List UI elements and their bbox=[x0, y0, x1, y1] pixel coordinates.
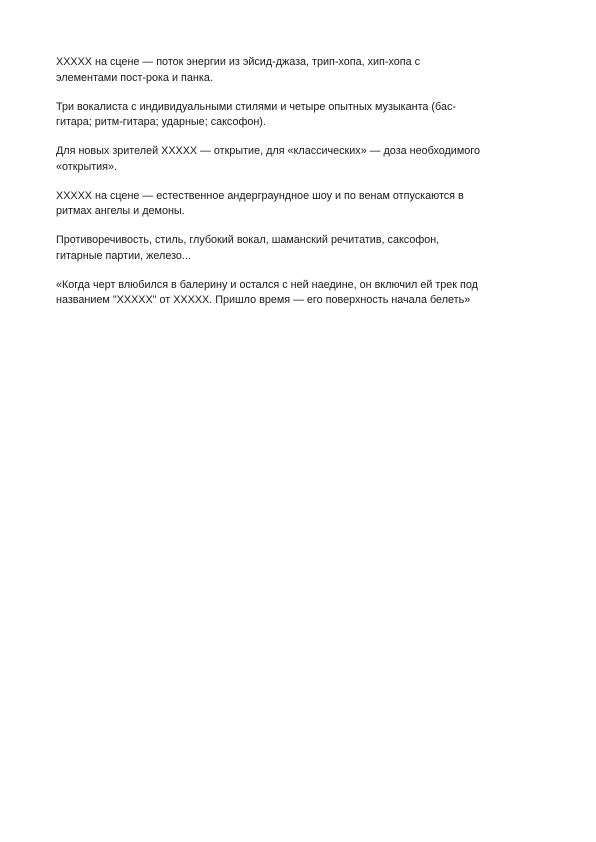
paragraph-lineup: Три вокалиста с индивидуальными стилями и четыре опытных музыканта (бас- гитара; ритм-гитара; ударные; саксофон). bbox=[56, 100, 456, 128]
paragraph-features: Противоречивость, стиль, глубокий вокал, шаманский речитатив, саксофон, гитарные партии, железо... bbox=[56, 234, 440, 262]
paragraph-intro: XXXXX на сцене — поток энергии из эйсид-джаза, трип-хопа, хип-хопа с элементами пост-рока и панка. bbox=[56, 56, 421, 84]
paragraph-show: XXXXX на сцене — естественное андерграундное шоу и по венам отпускаются в ритмах ангелы и демоны. bbox=[56, 189, 464, 217]
paragraph-audience: Для новых зрителей XXXXX — открытие, для «классических» — доза необходимого «открытия». bbox=[56, 145, 480, 173]
document-body bbox=[56, 55, 526, 322]
paragraph-quote: «Когда черт влюбился в балерину и остался с ней наедине, он включил ей трек под названием "XXXXX" от XXXXX. Пришло время — его поверхность начала белеть» bbox=[56, 278, 478, 306]
